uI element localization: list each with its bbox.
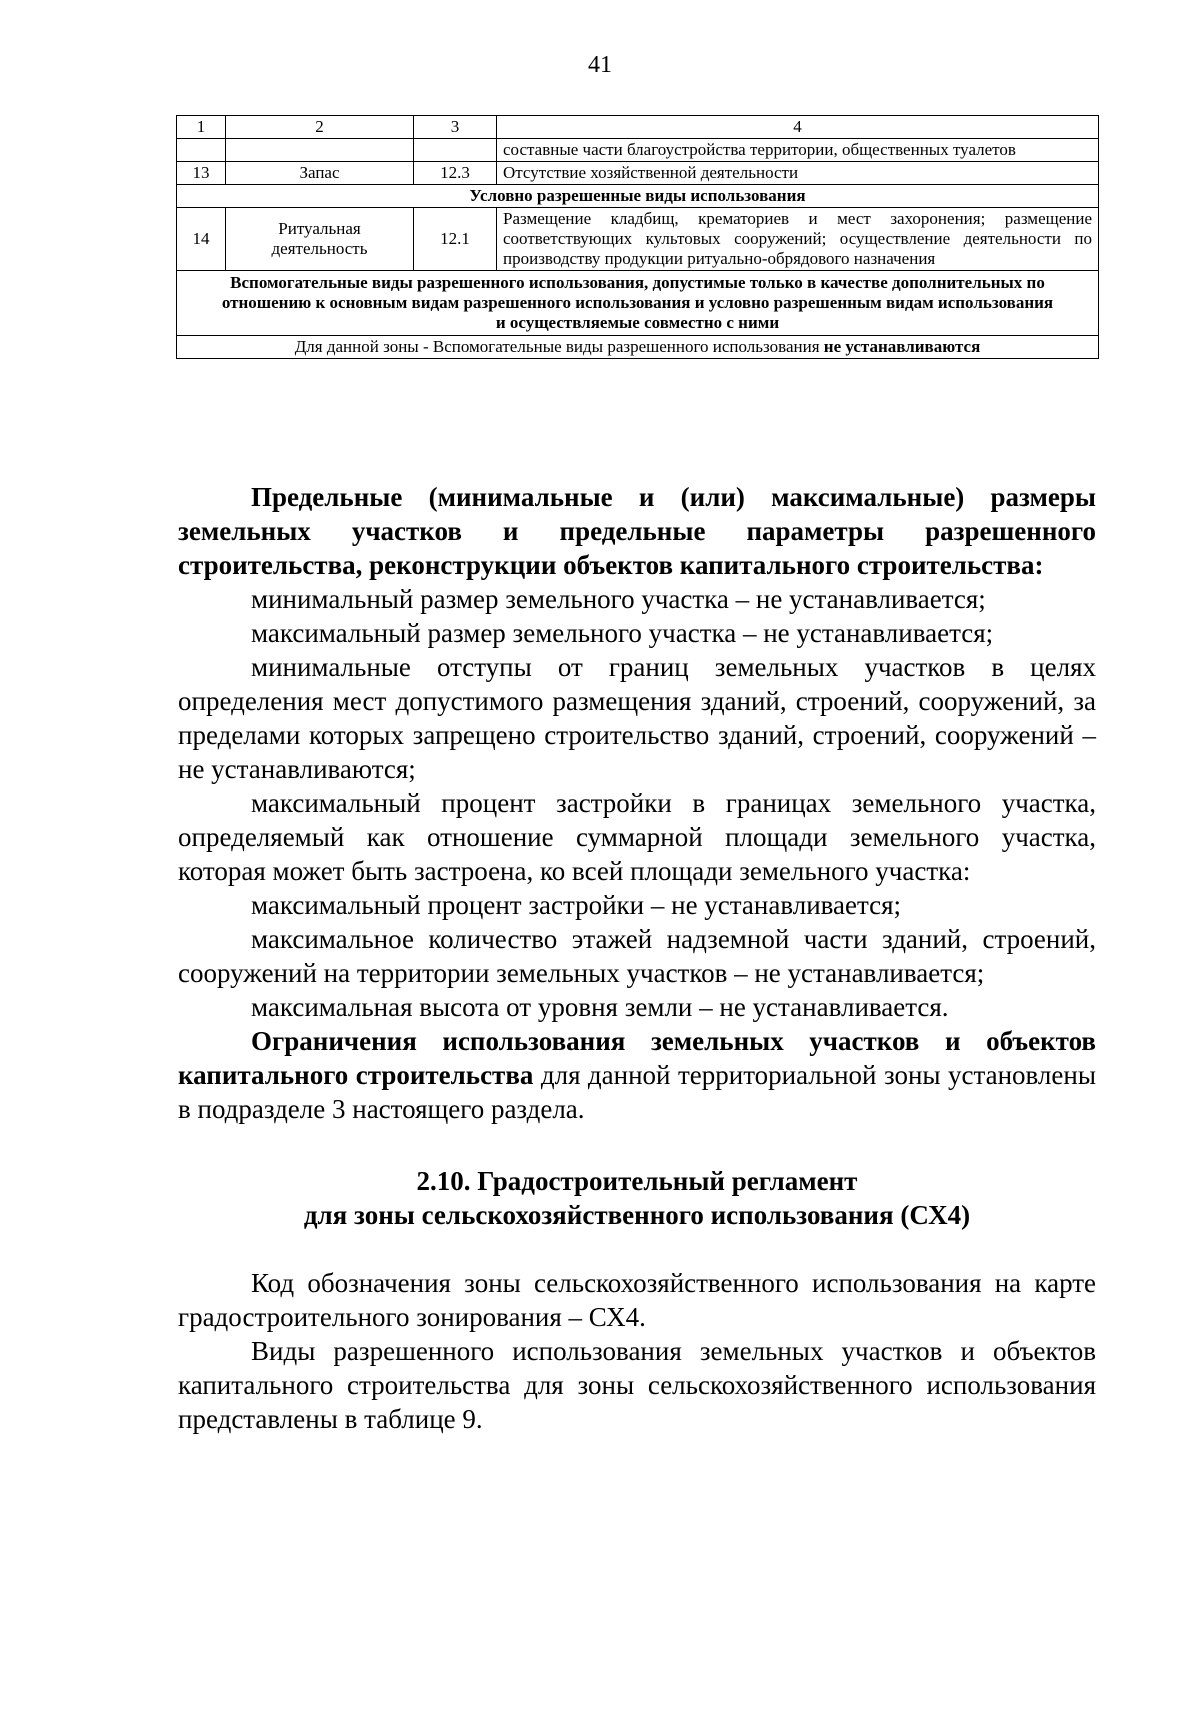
page-number: 41 [588,52,612,78]
table-header-row [177,116,1099,139]
header-cell: 1 [177,116,226,139]
limit-item: максимальная высота от уровня земли – не устанавливается. [251,992,949,1022]
table-row [177,162,1099,185]
desc-cell: составные части благоустройства территории, общественных туалетов [497,139,1099,162]
table-row [177,139,1099,162]
section-title-line1: 2.10. Градостроительный регламент [416,1166,858,1196]
code-cell [414,139,497,162]
conditional-uses-heading: Условно разрешенные виды использования [177,185,1099,208]
header-cell: 2 [226,116,414,139]
section-paragraph: Виды разрешенного использования земельных участков и объектов капитального строительства для зоны сельскохозяйственного использования представлены в таблице 9. [178,1336,1096,1434]
desc-cell: Размещение кладбищ, крематориев и мест захоронения; размещение соответствующих культовых сооружений; осуществление деятельности по производству продукции ритуально-обрядового назначения [497,208,1099,271]
limit-item: максимальный процент застройки в границах земельного участка, определяемый как отношение суммарной площади земельного участка, которая может быть застроена, ко всей площади земельного участка: [178,788,1096,886]
restrictions-paragraph [178,1024,1096,1126]
name-cell: Ритуальная деятельность [226,208,414,271]
code-cell: 12.1 [414,208,497,271]
name-cell [226,139,414,162]
code-cell: 12.3 [414,162,497,185]
document-body [178,480,1096,1436]
section-paragraph: Код обозначения зоны сельскохозяйственного использования на карте градостроительного зонирования – СХ4. [178,1268,1096,1332]
auxiliary-note-text: Для данной зоны - Вспомогательные виды разрешенного использования [294,337,824,356]
restrictions-text: для данной территориальной зоны установлены в подразделе 3 настоящего раздела. [178,1060,1096,1124]
auxiliary-note-bold: не устанавливаются [823,337,981,356]
name-cell: Запас [226,162,414,185]
restrictions-bold: Ограничения использования земельных участков и объектов капитального строительства [178,1026,1096,1090]
header-cell: 4 [497,116,1099,139]
num-cell [177,139,226,162]
auxiliary-note [177,336,1099,359]
land-use-table [176,115,1099,359]
auxiliary-uses-heading: Вспомогательные виды разрешенного использования, допустимые только в качестве дополнительных по отношению к основным видам разрешенного использования и условно разрешенным видам использования и осуществляемые совместно с ними [177,271,1099,336]
num-cell: 14 [177,208,226,271]
table-section-row [177,271,1099,336]
limit-item: минимальный размер земельного участка – не устанавливается; [251,584,986,614]
table-row [177,336,1099,359]
desc-cell: Отсутствие хозяйственной деятельности [497,162,1099,185]
header-cell: 3 [414,116,497,139]
limit-item: максимальное количество этажей надземной части зданий, строений, сооружений на территории земельных участков – не устанавливается; [178,924,1096,988]
table-row [177,208,1099,271]
limits-heading: Предельные (минимальные и (или) максимальные) размеры земельных участков и предельные параметры разрешенного строительства, реконструкции объектов капитального строительства: [178,482,1096,580]
limit-item: минимальные отступы от границ земельных участков в целях определения мест допустимого размещения зданий, строений, сооружений, за пределами которых запрещено строительство зданий, строений, сооружений – не устанавливаются; [178,652,1096,784]
limit-item: максимальный размер земельного участка – не устанавливается; [251,618,994,648]
section-title-line2: для зоны сельскохозяйственного использования (СХ4) [303,1200,971,1230]
table-section-row [177,185,1099,208]
num-cell: 13 [177,162,226,185]
limit-item: максимальный процент застройки – не устанавливается; [251,890,902,920]
